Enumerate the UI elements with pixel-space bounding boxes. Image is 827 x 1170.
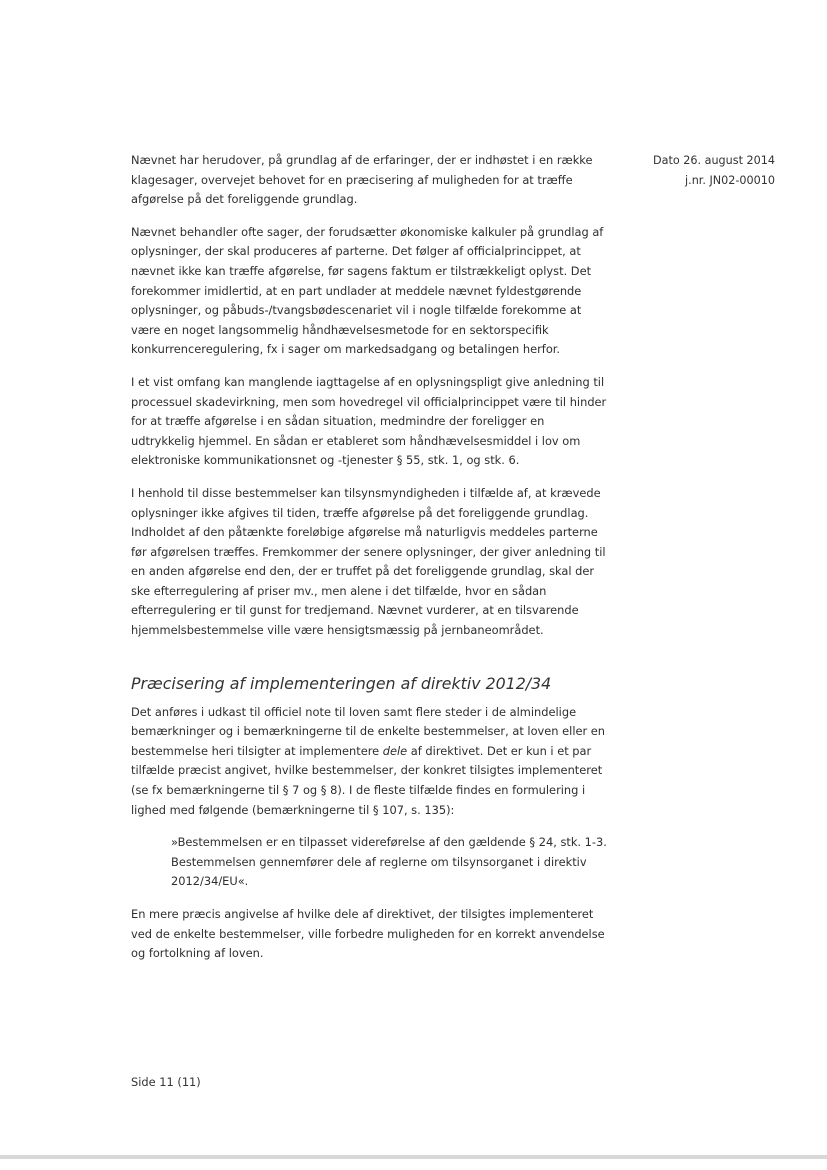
section-paragraph: En mere præcis angivelse af hvilke dele af direktivet, der tilsigtes implementeret ved de enkelte bestemmelser, ville forbedre muligheden for en korrekt anvendelse og fortolkning af loven. (131, 907, 605, 961)
section-paragraph (131, 703, 611, 821)
block-quote: »Bestemmelsen er en tilpasset videreførelse af den gældende § 24, stk. 1-3. Bestemmelsen gennemfører dele af reglerne om tilsynsorganet i direktiv 2012/34/EU«. (171, 835, 607, 889)
document-body (131, 151, 611, 977)
scan-edge-divider (0, 1155, 827, 1159)
document-meta (653, 151, 775, 191)
paragraph: I et vist omfang kan manglende iagttagelse af en oplysningspligt give anledning til processuel skadevirkning, men som hovedregel vil officialprincippet være til hinder for at træffe afgørelse i en sådan situation, medmindre der foreligger en udtrykkelig hjemmel. En sådan er etableret som håndhævelsesmiddel i lov om elektroniske kommunikationsnet og -tjenester § 55, stk. 1, og stk. 6. (131, 374, 607, 468)
journal-number: j.nr. JN02-00010 (685, 174, 775, 187)
page-number: Side 11 (11) (131, 1075, 201, 1089)
paragraph: Nævnet har herudover, på grundlag af de erfaringer, der er indhøstet i en række klagesager, overvejet behovet for en præcisering af muligheden for at træffe afgørelse på det foreliggende grundlag. (131, 153, 593, 207)
paragraph: Nævnet behandler ofte sager, der forudsætter økonomiske kalkuler på grundlag af oplysninger, der skal produceres af parterne. Det følger af officialprincippet, at nævnet ikke kan træffe afgørelse, før sagens faktum er tilstrækkeligt oplyst. Det forekommer imidlertid, at en part undlader at meddele nævnet fyldestgørende oplysninger, og påbuds-/tvangsbødescenariet vil i nogle tilfælde forekomme at være en noget langsommelig håndhævelsesmetode for en sektorspecifik konkurrenceregulering, fx i sager om markedsadgang og betalingen herfor. (131, 224, 604, 357)
emphasis-text: dele (382, 743, 408, 758)
text-run: af direktivet. Det er kun i et par tilfælde præcist angivet, hvilke bestemmelser, der konkret tilsigtes implementeret (se fx bemærkningerne til § 7 og § 8). I de fleste tilfælde findes en formulering i lighed med følgende (bemærkningerne til § 107, s. 135): (131, 743, 603, 817)
section-heading: Præcisering af implementeringen af direktiv 2012/34 (131, 673, 552, 693)
paragraph: I henhold til disse bestemmelser kan tilsynsmyndigheden i tilfælde af, at krævede oplysninger ikke afgives til tiden, træffe afgørelse på det foreliggende grundlag. Indholdet af den påtænkte foreløbige afgørelse må naturligvis meddeles parterne før afgørelsen træffes. Fremkommer der senere oplysninger, der giver anledning til en anden afgørelse end den, der er truffet på det foreliggende grundlag, skal der ske efterregulering af priser mv., men alene i det tilfælde, hvor en sådan efterregulering er til gunst for tredjemand. Nævnet vurderer, at en tilsvarende hjemmelsbestemmelse ville være hensigtsmæssig på jernbaneområdet. (131, 485, 606, 638)
document-date: Dato 26. august 2014 (653, 154, 775, 167)
text-run: Det anføres i udkast til officiel note til loven samt flere steder i de almindelige bemærkninger og i bemærkningerne til de enkelte bestemmelser, at loven eller en bestemmelse heri tilsigter at implementere (131, 704, 606, 758)
